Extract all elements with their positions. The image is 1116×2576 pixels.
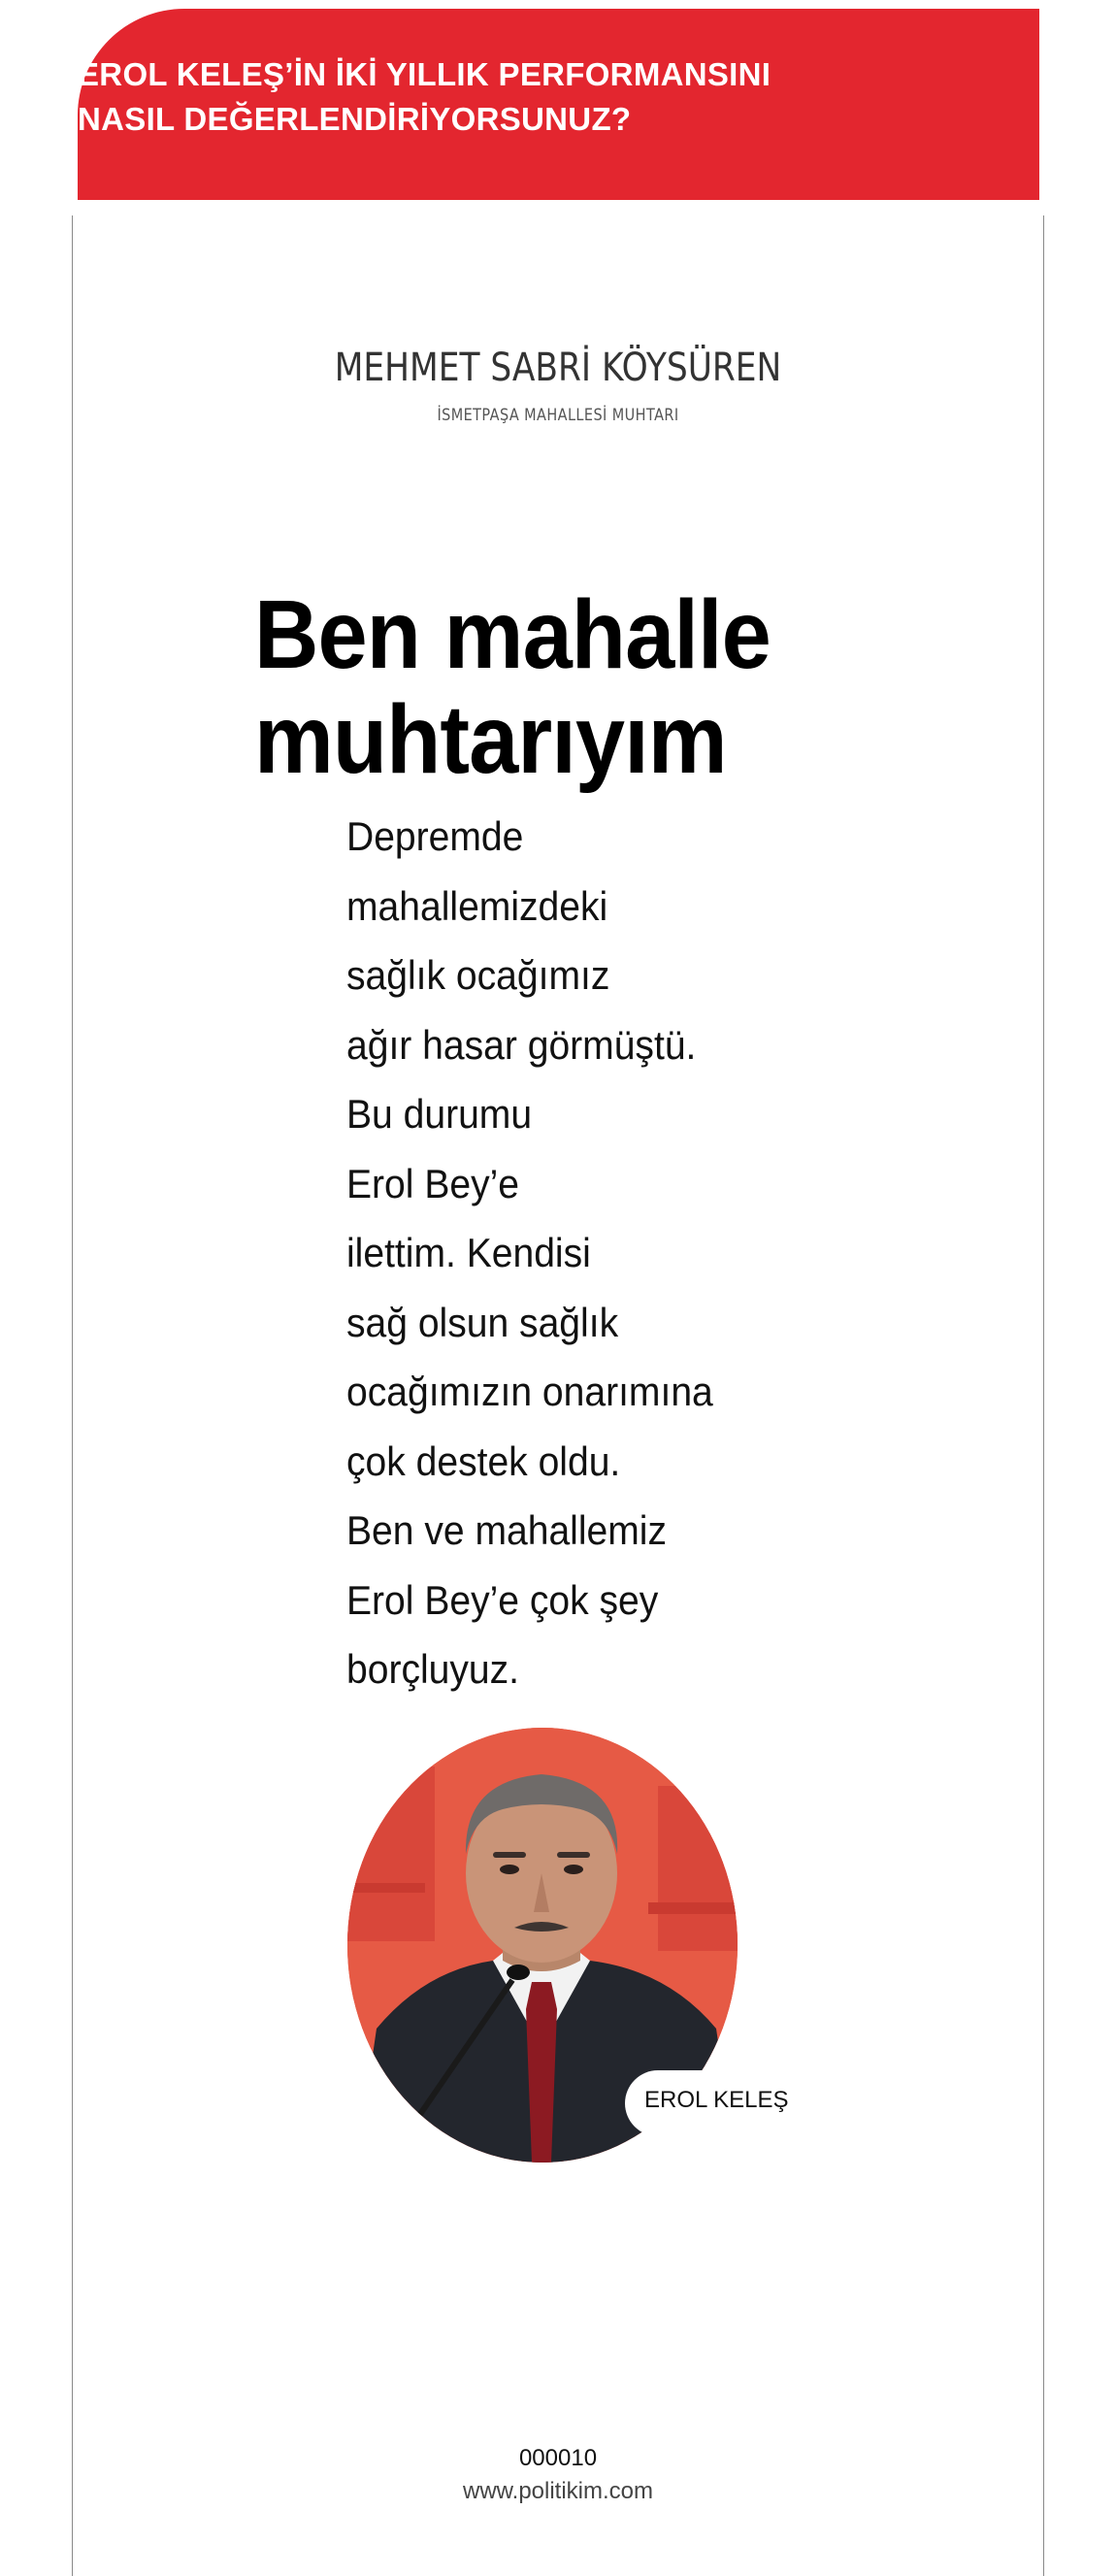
body-line: Bu durumu [346,1091,533,1137]
body-line: Depremde [346,813,524,859]
right-border-rule [1043,215,1044,2576]
article-body [346,802,852,1704]
page-number: 000010 [518,2445,598,2471]
body-line: mahallemizdeki [346,882,608,929]
body-line: sağlık ocağımız [346,952,610,998]
author-role: İSMETPAŞA MAHALLESİ MUHTARI [437,406,679,425]
footer-url[interactable]: www.politikim.com [462,2478,654,2504]
author-name: MEHMET SABRİ KÖYSÜREN [334,346,782,390]
body-line: borçluyuz. [346,1646,520,1692]
body-line: Ben ve mahallemiz [346,1507,667,1553]
header-line-2: NASIL DEĞERLENDİRİYORSUNUZ? [78,101,632,137]
headline-line-1: Ben mahalle [254,580,771,689]
headline [254,582,826,792]
body-line: Erol Bey’e çok şey [346,1576,659,1623]
header-question [78,52,771,142]
body-line: ilettim. Kendisi [346,1230,591,1275]
body-line: çok destek oldu. [346,1437,621,1484]
body-line: sağ olsun sağlık [346,1299,619,1345]
left-border-rule [72,215,73,2576]
photo-caption: EROL KELEŞ [644,2087,789,2113]
header-line-1: EROL KELEŞ’İN İKİ YILLIK PERFORMANSINI [78,56,771,92]
headline-line-2: muhtarıyım [254,685,727,794]
body-line: ağır hasar görmüştü. [346,1021,697,1068]
body-line: Erol Bey’e [346,1160,520,1206]
body-line: ocağımızın onarımına [346,1369,713,1414]
